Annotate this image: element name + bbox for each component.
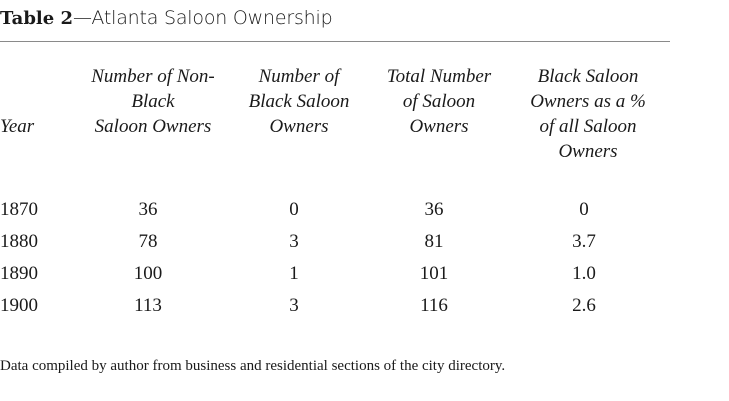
cell-year: 1890 xyxy=(0,263,38,284)
cell-non-black-owners: 78 xyxy=(138,231,158,252)
header-non-black-owners xyxy=(73,64,233,139)
header-line: of Saloon xyxy=(402,91,476,112)
table-row xyxy=(0,261,670,293)
table-row xyxy=(0,293,670,325)
cell-black-owners: 1 xyxy=(289,263,299,284)
cell-black-percent: 2.6 xyxy=(572,295,596,316)
cell-total-owners: 116 xyxy=(420,295,448,316)
cell-non-black-owners: 36 xyxy=(138,199,158,220)
header-line: Total Number xyxy=(386,66,492,87)
table-source-note: Data compiled by author from business and residential sections of the city directory. xyxy=(0,358,506,374)
cell-total-owners: 101 xyxy=(419,263,449,284)
header-total-owners xyxy=(372,64,506,139)
header-line: Number of xyxy=(258,66,340,87)
header-line: Owners xyxy=(409,116,469,137)
cell-non-black-owners: 113 xyxy=(134,295,162,316)
header-year xyxy=(0,114,34,139)
cell-black-owners: 3 xyxy=(289,231,299,252)
header-line: Black Saloon xyxy=(537,66,639,87)
header-line: Number of Non- xyxy=(91,66,215,87)
cell-black-owners: 0 xyxy=(289,199,299,220)
table-title-label: Table 2 xyxy=(0,8,74,29)
cell-black-owners: 3 xyxy=(289,295,299,316)
table-title-text: —Atlanta Saloon Ownership xyxy=(73,7,333,29)
cell-year: 1870 xyxy=(0,199,38,220)
cell-non-black-owners: 100 xyxy=(133,263,163,284)
table-row xyxy=(0,197,670,229)
cell-black-percent: 3.7 xyxy=(572,231,596,252)
header-line: Owners xyxy=(558,141,618,162)
table-title xyxy=(0,4,332,32)
cell-year: 1880 xyxy=(0,231,38,252)
table-body xyxy=(0,197,670,325)
cell-black-percent: 0 xyxy=(579,199,589,220)
cell-total-owners: 81 xyxy=(424,231,444,252)
table-row xyxy=(0,229,670,261)
header-black-percent xyxy=(516,64,660,164)
header-line: Owners as a % xyxy=(530,91,646,112)
header-year-line: Year xyxy=(0,116,35,137)
cell-black-percent: 1.0 xyxy=(572,263,596,284)
header-line: of all Saloon xyxy=(539,116,637,137)
header-line: Black Saloon xyxy=(248,91,350,112)
header-line: Owners xyxy=(269,116,329,137)
cell-year: 1900 xyxy=(0,295,38,316)
header-line: Black xyxy=(131,91,175,112)
title-divider xyxy=(0,41,670,42)
header-black-owners xyxy=(232,64,366,139)
header-line: Saloon Owners xyxy=(94,116,212,137)
cell-total-owners: 36 xyxy=(424,199,444,220)
